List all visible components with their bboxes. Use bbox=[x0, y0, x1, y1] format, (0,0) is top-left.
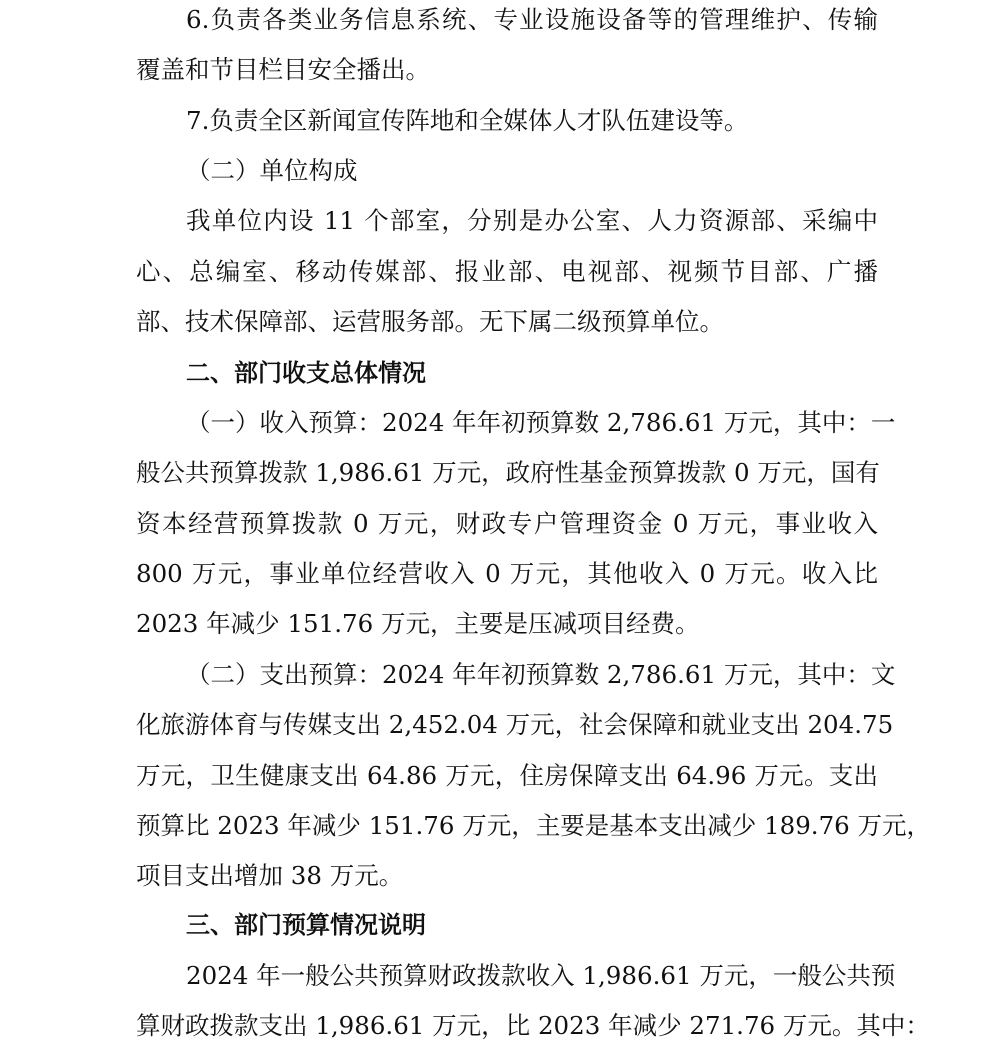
paragraph-line: 2024 年一般公共预算财政拨款收入 1,986.61 万元，一般公共预 bbox=[186, 961, 896, 990]
section-heading: 三、部门预算情况说明 bbox=[186, 911, 426, 939]
paragraph-line: 化旅游体育与传媒支出 2,452.04 万元，社会保障和就业支出 204.75 bbox=[136, 710, 894, 739]
paragraph-line: 我单位内设 11 个部室，分别是办公室、人力资源部、采编中 bbox=[186, 206, 878, 235]
paragraph-line: 覆盖和节目栏目安全播出。 bbox=[136, 55, 430, 84]
paragraph-line: 心、总编室、移动传媒部、报业部、电视部、视频节目部、广播 bbox=[136, 257, 878, 286]
paragraph-line: 预算比 2023 年减少 151.76 万元，主要是基本支出减少 189.76 万元， bbox=[136, 811, 932, 840]
section-subheading: （二）单位构成 bbox=[186, 156, 358, 185]
paragraph-line: 6.负责各类业务信息系统、专业设施设备等的管理维护、传输 bbox=[186, 5, 878, 34]
paragraph-line: 部、技术保障部、运营服务部。无下属二级预算单位。 bbox=[136, 307, 724, 336]
section-heading: 二、部门收支总体情况 bbox=[186, 359, 426, 387]
paragraph-line: 项目支出增加 38 万元。 bbox=[136, 861, 404, 890]
paragraph-line: 般公共预算拨款 1,986.61 万元，政府性基金预算拨款 0 万元，国有 bbox=[136, 458, 880, 487]
paragraph-line: 资本经营预算拨款 0 万元，财政专户管理资金 0 万元，事业收入 bbox=[136, 509, 878, 538]
paragraph-line: 800 万元，事业单位经营收入 0 万元，其他收入 0 万元。收入比 bbox=[136, 559, 878, 588]
paragraph-line: 2023 年减少 151.76 万元，主要是压减项目经费。 bbox=[136, 609, 700, 638]
paragraph-line: （二）支出预算：2024 年年初预算数 2,786.61 万元，其中：文 bbox=[186, 660, 896, 689]
paragraph-line: 7.负责全区新闻宣传阵地和全媒体人才队伍建设等。 bbox=[186, 106, 749, 135]
paragraph-line: （一）收入预算：2024 年年初预算数 2,786.61 万元，其中：一 bbox=[186, 408, 896, 437]
paragraph-line: 算财政拨款支出 1,986.61 万元，比 2023 年减少 271.76 万元。其中： bbox=[136, 1011, 930, 1040]
paragraph-line: 万元，卫生健康支出 64.86 万元，住房保障支出 64.96 万元。支出 bbox=[136, 761, 878, 790]
